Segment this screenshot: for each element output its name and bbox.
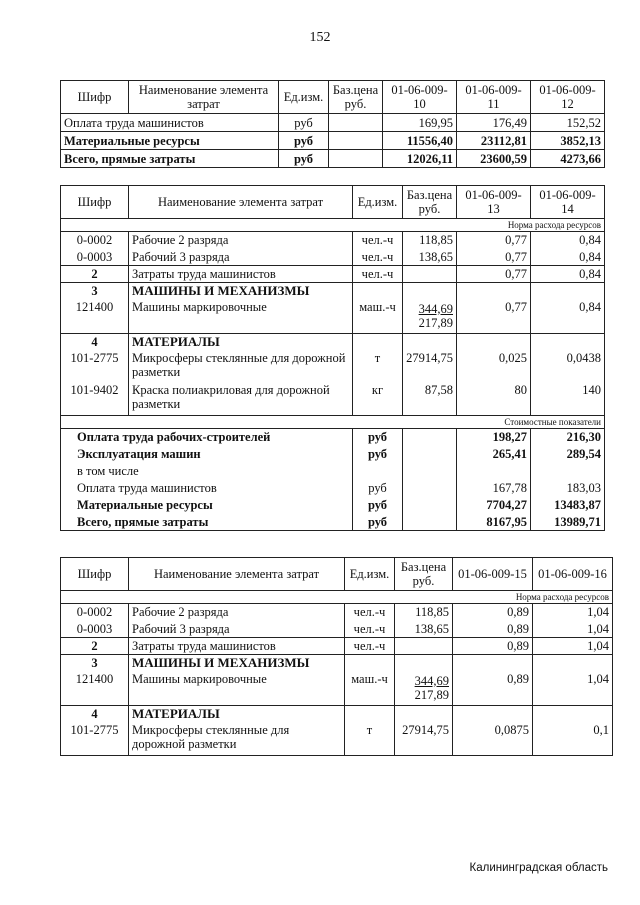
header-col-1: 01-06-009-13 xyxy=(457,186,531,219)
row-value: 0,0875 xyxy=(453,722,533,756)
row-price xyxy=(329,150,383,168)
price-base: 217,89 xyxy=(414,687,449,702)
header-name: Наименование элемента затрат xyxy=(129,558,345,591)
row-unit: т xyxy=(353,350,403,382)
row-value: 0,89 xyxy=(453,604,533,621)
row-price xyxy=(329,114,383,132)
total-name: Всего, прямые затраты xyxy=(61,514,353,531)
row-value: 0,89 xyxy=(453,671,533,705)
cost-table-1 xyxy=(60,80,605,168)
total-row xyxy=(61,514,605,531)
header-unit: Ед.изм. xyxy=(345,558,395,591)
row-value: 1,04 xyxy=(533,604,613,621)
row-unit: чел.-ч xyxy=(345,638,395,655)
total-value: 7704,27 xyxy=(457,497,531,514)
row-unit: маш.-ч xyxy=(345,671,395,705)
row-price: 27914,75 xyxy=(403,350,457,382)
total-unit: руб xyxy=(353,480,403,497)
empty-cell xyxy=(345,655,395,672)
header-price: Баз.цена руб. xyxy=(395,558,453,591)
header-code: Шифр xyxy=(61,81,129,114)
row-value: 0,0438 xyxy=(531,350,605,382)
table-row xyxy=(61,671,613,705)
total-value: 183,03 xyxy=(531,480,605,497)
total-name: Оплата труда машинистов xyxy=(61,480,353,497)
header-col-2: 01-06-009-16 xyxy=(533,558,613,591)
empty-cell xyxy=(353,333,403,350)
row-unit: кг xyxy=(353,382,403,416)
row-name: Рабочие 2 разряда xyxy=(129,604,345,621)
header-col-2: 01-06-009-11 xyxy=(457,81,531,114)
total-value: 13483,87 xyxy=(531,497,605,514)
row-value: 4273,66 xyxy=(531,150,605,168)
price-current: 344,69 xyxy=(414,673,449,688)
section-code: 3 xyxy=(61,655,129,672)
header-name: Наименование элемента затрат xyxy=(129,81,279,114)
header-price: Баз.цена руб. xyxy=(403,186,457,219)
row-code: 0-0003 xyxy=(61,621,129,638)
empty-cell xyxy=(345,705,395,722)
header-col-1: 01-06-009-15 xyxy=(453,558,533,591)
section-title: МАТЕРИАЛЫ xyxy=(129,333,353,350)
row-value: 0,84 xyxy=(531,249,605,266)
row-price xyxy=(329,132,383,150)
total-value: 265,41 xyxy=(457,446,531,463)
section-title: МАТЕРИАЛЫ xyxy=(129,705,345,722)
row-name: Затраты труда машинистов xyxy=(129,266,353,283)
row-unit: маш.-ч xyxy=(353,299,403,333)
empty-cell xyxy=(353,283,403,300)
table-row xyxy=(61,350,605,382)
header-unit: Ед.изм. xyxy=(279,81,329,114)
cost-subheader: Стоимостные показатели xyxy=(61,416,605,429)
row-value: 0,025 xyxy=(457,350,531,382)
total-value: 216,30 xyxy=(531,429,605,446)
table-row xyxy=(61,249,605,266)
total-name: Эксплуатация машин xyxy=(61,446,353,463)
empty-cell xyxy=(533,655,613,672)
row-price: 118,85 xyxy=(403,232,457,249)
row-value: 0,77 xyxy=(457,249,531,266)
row-value: 169,95 xyxy=(383,114,457,132)
price-base: 217,89 xyxy=(418,315,453,330)
row-code: 101-9402 xyxy=(61,382,129,416)
total-row xyxy=(61,429,605,446)
section-row xyxy=(61,705,613,722)
total-unit: руб xyxy=(353,429,403,446)
row-name: Материальные ресурсы xyxy=(61,132,279,150)
total-row xyxy=(61,446,605,463)
empty-cell xyxy=(453,655,533,672)
total-row xyxy=(61,463,605,480)
row-price: 138,65 xyxy=(403,249,457,266)
price-current: 344,69 xyxy=(418,301,453,316)
row-value: 11556,40 xyxy=(383,132,457,150)
section-title: МАШИНЫ И МЕХАНИЗМЫ xyxy=(129,283,353,300)
table-row xyxy=(61,299,605,333)
empty-cell xyxy=(531,333,605,350)
total-value: 289,54 xyxy=(531,446,605,463)
row-code: 0-0003 xyxy=(61,249,129,266)
table-row xyxy=(61,266,605,283)
row-value: 1,04 xyxy=(533,671,613,705)
row-value: 0,77 xyxy=(457,232,531,249)
row-unit: руб xyxy=(279,150,329,168)
total-row xyxy=(61,497,605,514)
empty-cell xyxy=(403,480,457,497)
row-unit: т xyxy=(345,722,395,756)
empty-cell xyxy=(531,283,605,300)
empty-cell xyxy=(453,705,533,722)
table-row xyxy=(61,722,613,756)
row-code: 2 xyxy=(61,266,129,283)
norm-subheader: Норма расхода ресурсов xyxy=(61,591,613,604)
row-price: 27914,75 xyxy=(395,722,453,756)
row-value: 0,1 xyxy=(533,722,613,756)
section-row xyxy=(61,655,613,672)
row-name: Краска полиакриловая для дорожной разметки xyxy=(129,382,353,416)
row-value: 1,04 xyxy=(533,638,613,655)
empty-cell xyxy=(457,283,531,300)
row-unit: чел.-ч xyxy=(345,604,395,621)
row-price xyxy=(403,299,457,333)
header-code: Шифр xyxy=(61,186,129,219)
section-row xyxy=(61,283,605,300)
row-value: 0,89 xyxy=(453,638,533,655)
empty-cell xyxy=(403,429,457,446)
empty-cell xyxy=(395,705,453,722)
row-name: Рабочие 2 разряда xyxy=(129,232,353,249)
row-name: Всего, прямые затраты xyxy=(61,150,279,168)
table-row xyxy=(61,604,613,621)
total-value: 13989,71 xyxy=(531,514,605,531)
row-unit: чел.-ч xyxy=(345,621,395,638)
section-code: 4 xyxy=(61,705,129,722)
region-footer: Калининградская область xyxy=(469,862,608,874)
empty-cell xyxy=(403,446,457,463)
empty-cell xyxy=(533,705,613,722)
empty-cell xyxy=(403,283,457,300)
row-unit: руб xyxy=(279,132,329,150)
row-name: Затраты труда машинистов xyxy=(129,638,345,655)
row-price: 87,58 xyxy=(403,382,457,416)
cost-table-2 xyxy=(60,185,605,531)
table-row xyxy=(61,232,605,249)
empty-cell xyxy=(457,333,531,350)
table-row xyxy=(61,114,605,132)
row-value: 152,52 xyxy=(531,114,605,132)
row-value: 0,84 xyxy=(531,299,605,333)
row-value: 0,84 xyxy=(531,266,605,283)
header-col-3: 01-06-009-12 xyxy=(531,81,605,114)
row-value: 23112,81 xyxy=(457,132,531,150)
row-code: 2 xyxy=(61,638,129,655)
section-code: 4 xyxy=(61,333,129,350)
empty-cell xyxy=(403,497,457,514)
row-price: 138,65 xyxy=(395,621,453,638)
row-value: 0,84 xyxy=(531,232,605,249)
total-name: в том числе xyxy=(61,463,353,480)
row-name: Машины маркировочные xyxy=(129,671,345,705)
row-unit: чел.-ч xyxy=(353,249,403,266)
row-name: Машины маркировочные xyxy=(129,299,353,333)
row-name: Микросферы стеклянные для дорожной разметки xyxy=(129,722,345,756)
page-number: 152 xyxy=(309,30,331,45)
row-value: 23600,59 xyxy=(457,150,531,168)
row-value: 0,89 xyxy=(453,621,533,638)
total-value: 198,27 xyxy=(457,429,531,446)
empty-cell xyxy=(403,514,457,531)
table-row xyxy=(61,382,605,416)
total-unit: руб xyxy=(353,446,403,463)
row-code: 101-2775 xyxy=(61,722,129,756)
table-row xyxy=(61,621,613,638)
header-code: Шифр xyxy=(61,558,129,591)
table-row xyxy=(61,150,605,168)
row-name: Рабочий 3 разряда xyxy=(129,249,353,266)
total-value: 167,78 xyxy=(457,480,531,497)
row-price xyxy=(395,638,453,655)
table-row xyxy=(61,132,605,150)
row-value: 1,04 xyxy=(533,621,613,638)
total-value xyxy=(457,463,531,480)
row-value: 0,77 xyxy=(457,266,531,283)
row-name: Оплата труда машинистов xyxy=(61,114,279,132)
total-unit: руб xyxy=(353,497,403,514)
row-value: 0,77 xyxy=(457,299,531,333)
total-value xyxy=(531,463,605,480)
norm-subheader: Норма расхода ресурсов xyxy=(61,219,605,232)
total-row xyxy=(61,480,605,497)
row-unit: чел.-ч xyxy=(353,266,403,283)
row-code: 0-0002 xyxy=(61,232,129,249)
total-name: Оплата труда рабочих-строителей xyxy=(61,429,353,446)
row-value: 140 xyxy=(531,382,605,416)
section-row xyxy=(61,333,605,350)
row-unit: руб xyxy=(279,114,329,132)
table-row xyxy=(61,638,613,655)
row-price: 118,85 xyxy=(395,604,453,621)
row-name: Микросферы стеклянные для дорожной разметки xyxy=(129,350,353,382)
row-value: 12026,11 xyxy=(383,150,457,168)
row-price xyxy=(395,671,453,705)
row-name: Рабочий 3 разряда xyxy=(129,621,345,638)
header-col-1: 01-06-009-10 xyxy=(383,81,457,114)
total-unit: руб xyxy=(353,514,403,531)
header-name: Наименование элемента затрат xyxy=(129,186,353,219)
row-unit: чел.-ч xyxy=(353,232,403,249)
cost-table-3 xyxy=(60,557,613,756)
header-price: Баз.цена руб. xyxy=(329,81,383,114)
row-price xyxy=(403,266,457,283)
row-code: 0-0002 xyxy=(61,604,129,621)
row-code: 121400 xyxy=(61,299,129,333)
header-col-2: 01-06-009-14 xyxy=(531,186,605,219)
row-code: 101-2775 xyxy=(61,350,129,382)
total-value: 8167,95 xyxy=(457,514,531,531)
section-code: 3 xyxy=(61,283,129,300)
row-value: 176,49 xyxy=(457,114,531,132)
total-name: Материальные ресурсы xyxy=(61,497,353,514)
empty-cell xyxy=(403,333,457,350)
empty-cell xyxy=(395,655,453,672)
row-code: 121400 xyxy=(61,671,129,705)
header-unit: Ед.изм. xyxy=(353,186,403,219)
section-title: МАШИНЫ И МЕХАНИЗМЫ xyxy=(129,655,345,672)
row-value: 80 xyxy=(457,382,531,416)
empty-cell xyxy=(403,463,457,480)
total-unit xyxy=(353,463,403,480)
row-value: 3852,13 xyxy=(531,132,605,150)
